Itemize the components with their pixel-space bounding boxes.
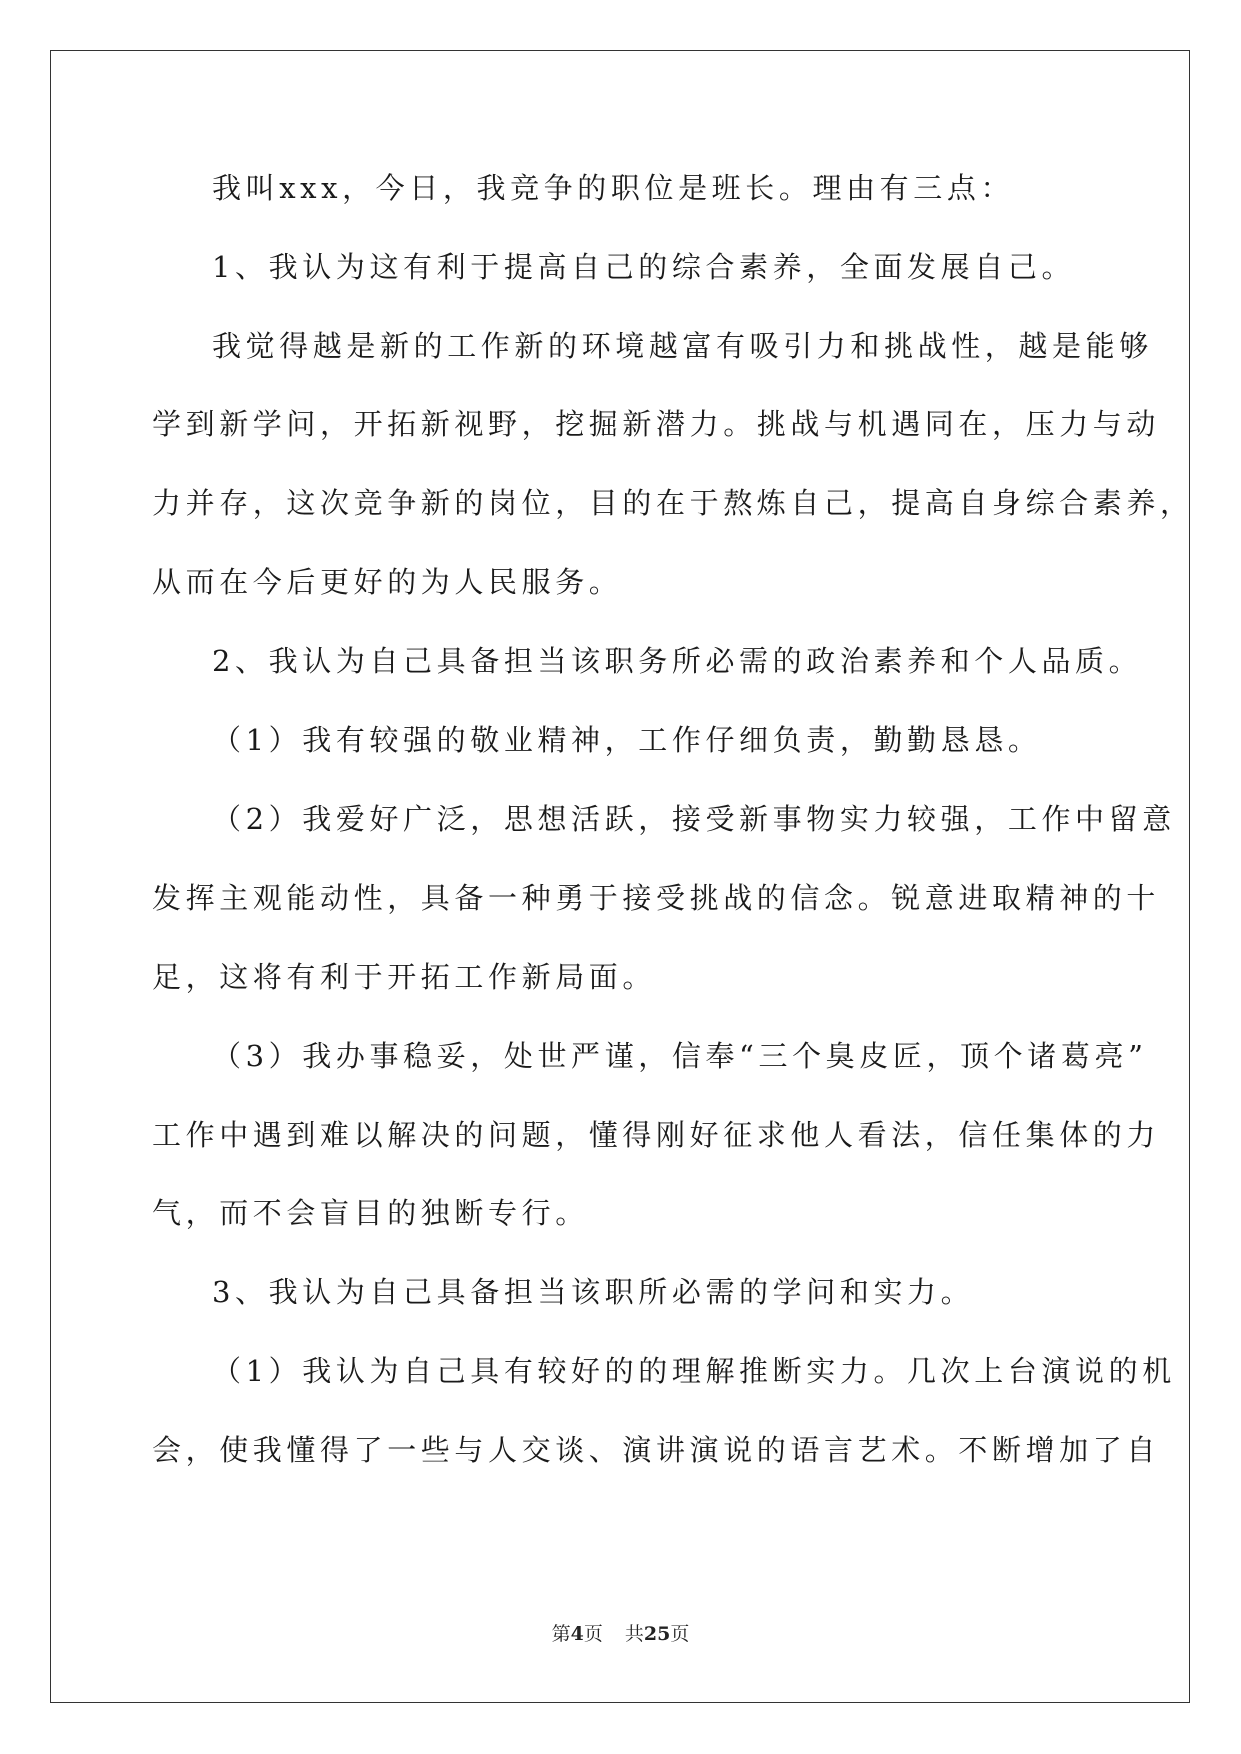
page-footer <box>0 1622 1241 1646</box>
text-line: （3）我办事稳妥，处世严谨，信奉“三个臭皮匠，顶个诸葛亮” <box>212 1039 1148 1073</box>
text-line: 足，这将有利于开拓工作新局面。 <box>152 960 657 994</box>
text-line: 我叫xxx，今日，我竞争的职位是班长。理由有三点： <box>212 171 1015 205</box>
text-line: 会，使我懂得了一些与人交谈、演讲演说的语言艺术。不断增加了自 <box>152 1433 1161 1467</box>
total-suffix: 页 <box>670 1623 690 1645</box>
text-line: 2、我认为自己具备担当该职务所必需的政治素养和个人品质。 <box>212 644 1143 678</box>
total-prefix: 共 <box>624 1623 644 1645</box>
page-number: 4 <box>570 1623 584 1645</box>
page-suffix: 页 <box>583 1623 603 1645</box>
text-line: 力并存，这次竞争新的岗位，目的在于熬炼自己，提高自身综合素养， <box>152 486 1194 520</box>
text-line: （2）我爱好广泛，思想活跃，接受新事物实力较强，工作中留意 <box>212 802 1176 836</box>
text-line: 工作中遇到难以解决的问题，懂得刚好征求他人看法，信任集体的力 <box>152 1118 1161 1152</box>
text-line: （1）我认为自己具有较好的的理解推断实力。几次上台演说的机 <box>212 1354 1176 1388</box>
text-line: 我觉得越是新的工作新的环境越富有吸引力和挑战性，越是能够 <box>212 329 1153 363</box>
text-line: 学到新学问，开拓新视野，挖掘新潜力。挑战与机遇同在，压力与动 <box>152 407 1161 441</box>
total-pages: 25 <box>643 1623 671 1645</box>
text-line: 3、我认为自己具备担当该职所必需的学问和实力。 <box>212 1275 975 1309</box>
text-line: 气，而不会盲目的独断专行。 <box>152 1196 589 1230</box>
text-line: 从而在今后更好的为人民服务。 <box>152 565 623 599</box>
text-line: （1）我有较强的敬业精神，工作仔细负责，勤勤恳恳。 <box>212 723 1042 757</box>
text-line: 发挥主观能动性，具备一种勇于接受挑战的信念。锐意进取精神的十 <box>152 881 1161 915</box>
page-prefix: 第 <box>551 1623 571 1645</box>
text-line: 1、我认为这有利于提高自己的综合素养，全面发展自己。 <box>212 250 1076 284</box>
